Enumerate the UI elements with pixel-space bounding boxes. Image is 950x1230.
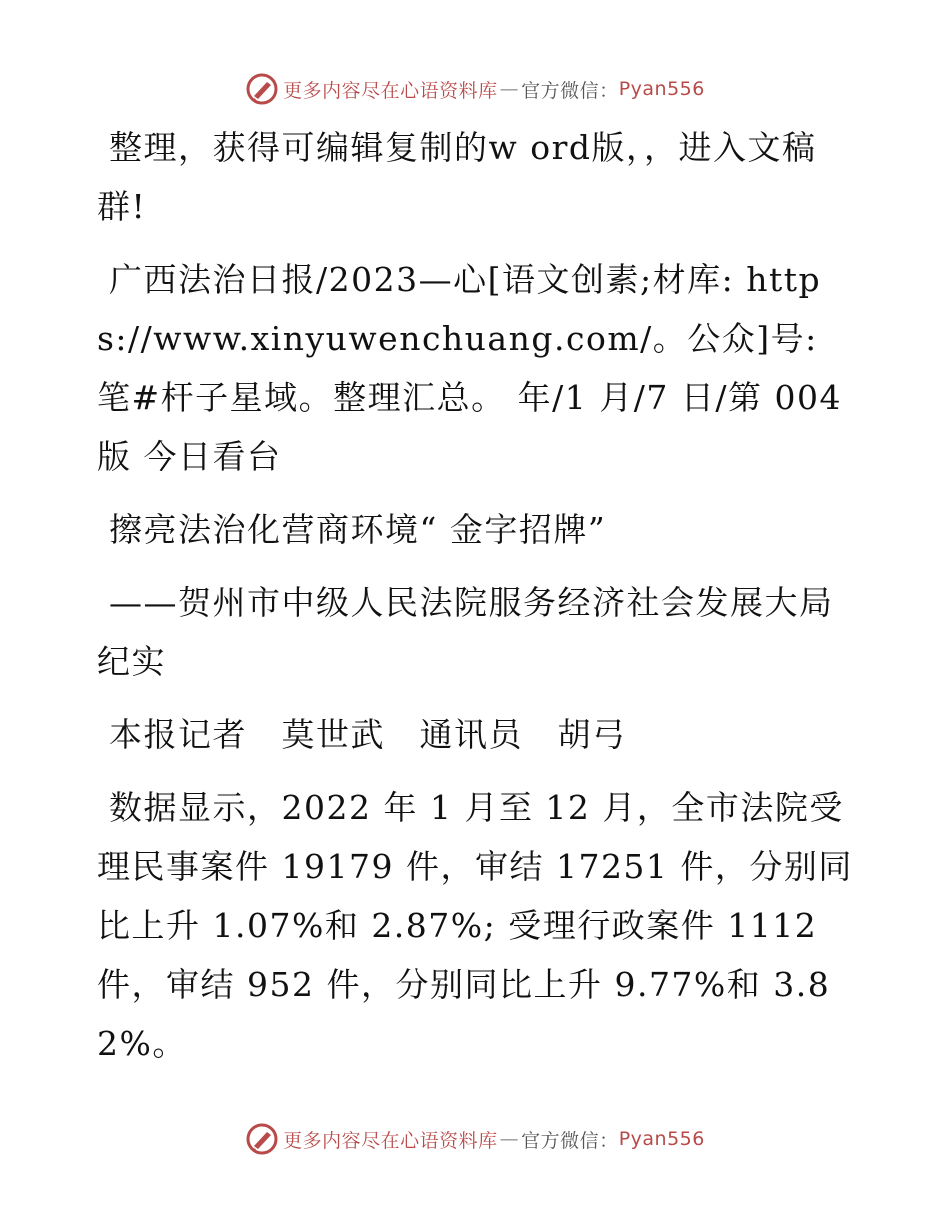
watermark-label: 官方微信：: [521, 1129, 619, 1152]
watermark-label: 官方微信：: [521, 79, 619, 102]
watermark-separator: —: [499, 78, 520, 100]
article-title: 擦亮法治化营商环境“ 金字招牌”: [109, 510, 607, 549]
paragraph-data: 数据显示，2022 年 1 月至 12 月，全市法院受理民事案件 19179 件，审结 17251 件，分别同比上升 1.07%和 2.87%; 受理行政案件 1112 件，审结 952 件，分别同比上升 9.77%和 3.82%。: [97, 788, 853, 1063]
brush-logo-icon: [245, 1122, 279, 1156]
watermark-account: Pyan556: [618, 1128, 705, 1150]
watermark-account: Pyan556: [618, 78, 705, 100]
watermark-header: [0, 72, 950, 106]
article-subtitle: ——贺州市中级人民法院服务经济社会发展大局纪实: [97, 583, 834, 681]
brush-logo-icon: [245, 72, 279, 106]
watermark-text: 更多内容尽在心语资料库: [283, 79, 498, 102]
document-body: [97, 118, 857, 1087]
watermark-footer: [0, 1122, 950, 1156]
watermark-separator: —: [499, 1128, 520, 1150]
article-byline: 本报记者 莫世武 通讯员 胡弓: [109, 715, 627, 754]
paragraph-intro: 整理，获得可编辑复制的w ord版，，进入文稿群!: [97, 128, 817, 226]
watermark-text: 更多内容尽在心语资料库: [283, 1129, 498, 1152]
paragraph-source: 广西法治日报/2023—心[语文创素;材库: https://www.xinyuwenchuang.com/。公众]号: 笔#杆子星域。整理汇总。 年/1 月/7 日/第 004 版 今日看台: [97, 260, 842, 476]
